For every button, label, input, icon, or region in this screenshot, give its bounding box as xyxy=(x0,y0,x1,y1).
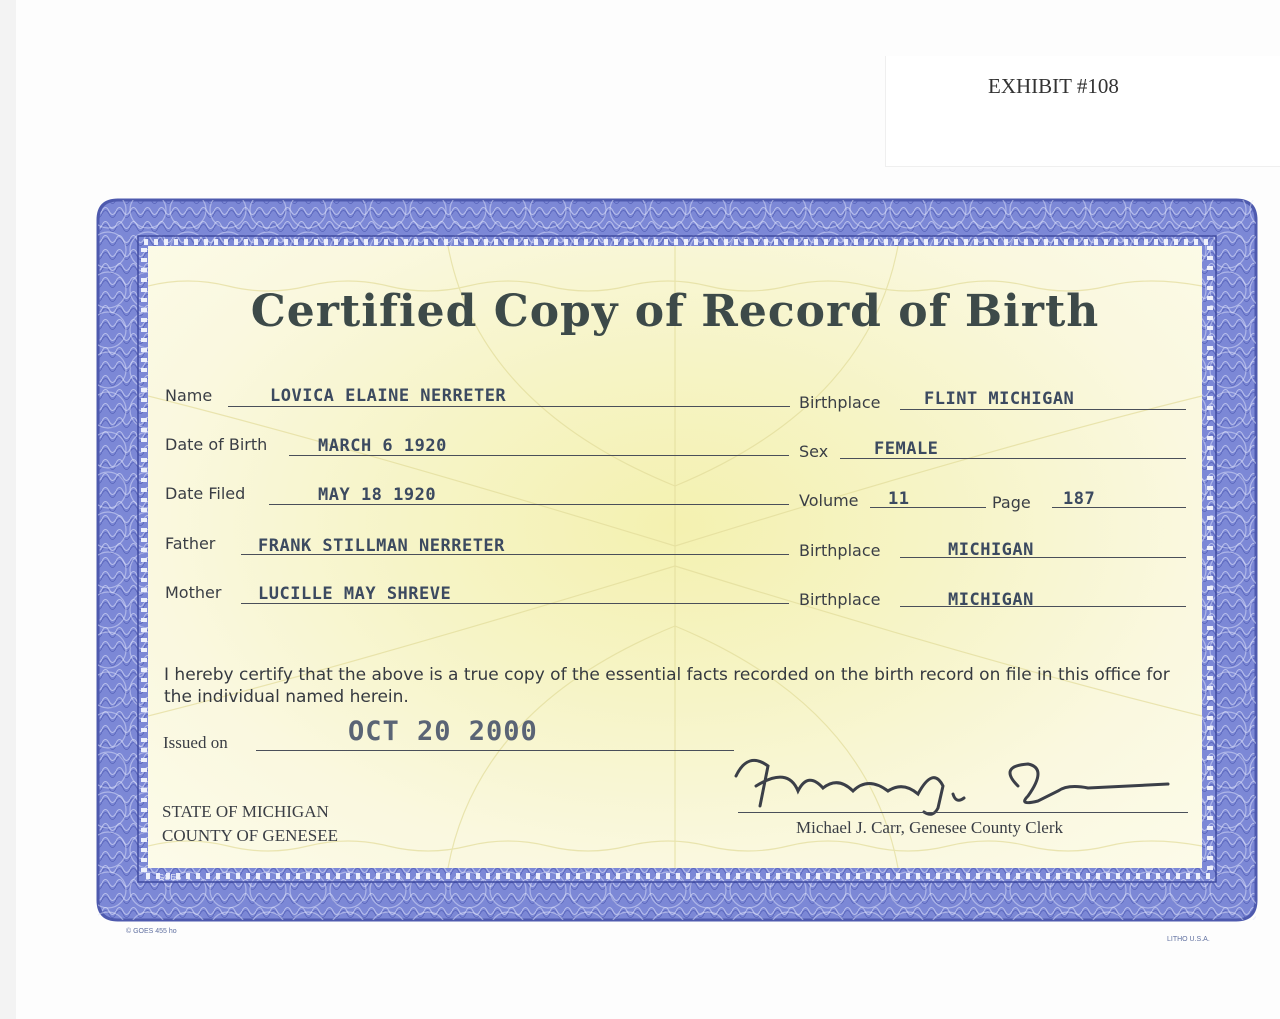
mother-birthplace-value: MICHIGAN xyxy=(948,590,1034,610)
clerk-signature xyxy=(728,746,1198,826)
exhibit-label-area xyxy=(885,56,1280,167)
clerk-caption: Michael J. Carr, Genesee County Clerk xyxy=(796,818,1063,837)
copyright-mark: © GOES 455 ho xyxy=(126,928,177,935)
county-name: COUNTY OF GENESEE xyxy=(162,826,338,845)
mother-value: LUCILLE MAY SHREVE xyxy=(258,584,452,604)
litho-mark: LITHO U.S.A. xyxy=(1167,936,1210,943)
date-of-birth-label: Date of Birth xyxy=(165,435,268,454)
birthplace-label: Birthplace xyxy=(799,393,881,412)
mother-birthplace-line xyxy=(900,606,1186,607)
certificate-title: Certified Copy of Record of Birth xyxy=(250,286,1100,337)
name-label: Name xyxy=(165,386,213,405)
date-of-birth-value: MARCH 6 1920 xyxy=(318,436,447,456)
name-value: LOVICA ELAINE NERRETER xyxy=(270,386,507,406)
page-label: Page xyxy=(992,493,1031,512)
page-value: 187 xyxy=(1063,489,1096,509)
issued-on-line xyxy=(256,750,734,751)
father-birthplace-value: MICHIGAN xyxy=(948,540,1034,560)
scan-page-edge xyxy=(0,0,16,1019)
mother-label: Mother xyxy=(165,583,222,602)
mother-birthplace-label: Birthplace xyxy=(799,590,881,609)
border-maker-mark: GOES xyxy=(158,873,182,882)
date-filed-value: MAY 18 1920 xyxy=(318,485,437,505)
father-label: Father xyxy=(165,534,216,553)
volume-label: Volume xyxy=(799,491,859,510)
sex-value: FEMALE xyxy=(874,439,939,459)
signature-line xyxy=(738,812,1188,813)
issued-on-label: Issued on xyxy=(163,733,228,752)
father-birthplace-line xyxy=(900,557,1186,558)
exhibit-label: EXHIBIT #108 xyxy=(988,74,1119,98)
certificate-body xyxy=(148,246,1202,868)
birthplace-line xyxy=(900,409,1186,410)
issued-date-stamp: OCT 20 2000 xyxy=(348,716,538,747)
birthplace-value: FLINT MICHIGAN xyxy=(924,389,1075,409)
certification-statement: I hereby certify that the above is a true copy of the essential facts recorded on the birth record on file in this office for the individual named herein. xyxy=(164,665,1170,707)
state-name: STATE OF MICHIGAN xyxy=(162,802,329,821)
name-line xyxy=(228,406,790,407)
date-filed-label: Date Filed xyxy=(165,484,246,503)
sex-label: Sex xyxy=(799,442,829,461)
father-birthplace-label: Birthplace xyxy=(799,541,881,560)
volume-value: 11 xyxy=(888,489,910,509)
father-value: FRANK STILLMAN NERRETER xyxy=(258,536,505,556)
